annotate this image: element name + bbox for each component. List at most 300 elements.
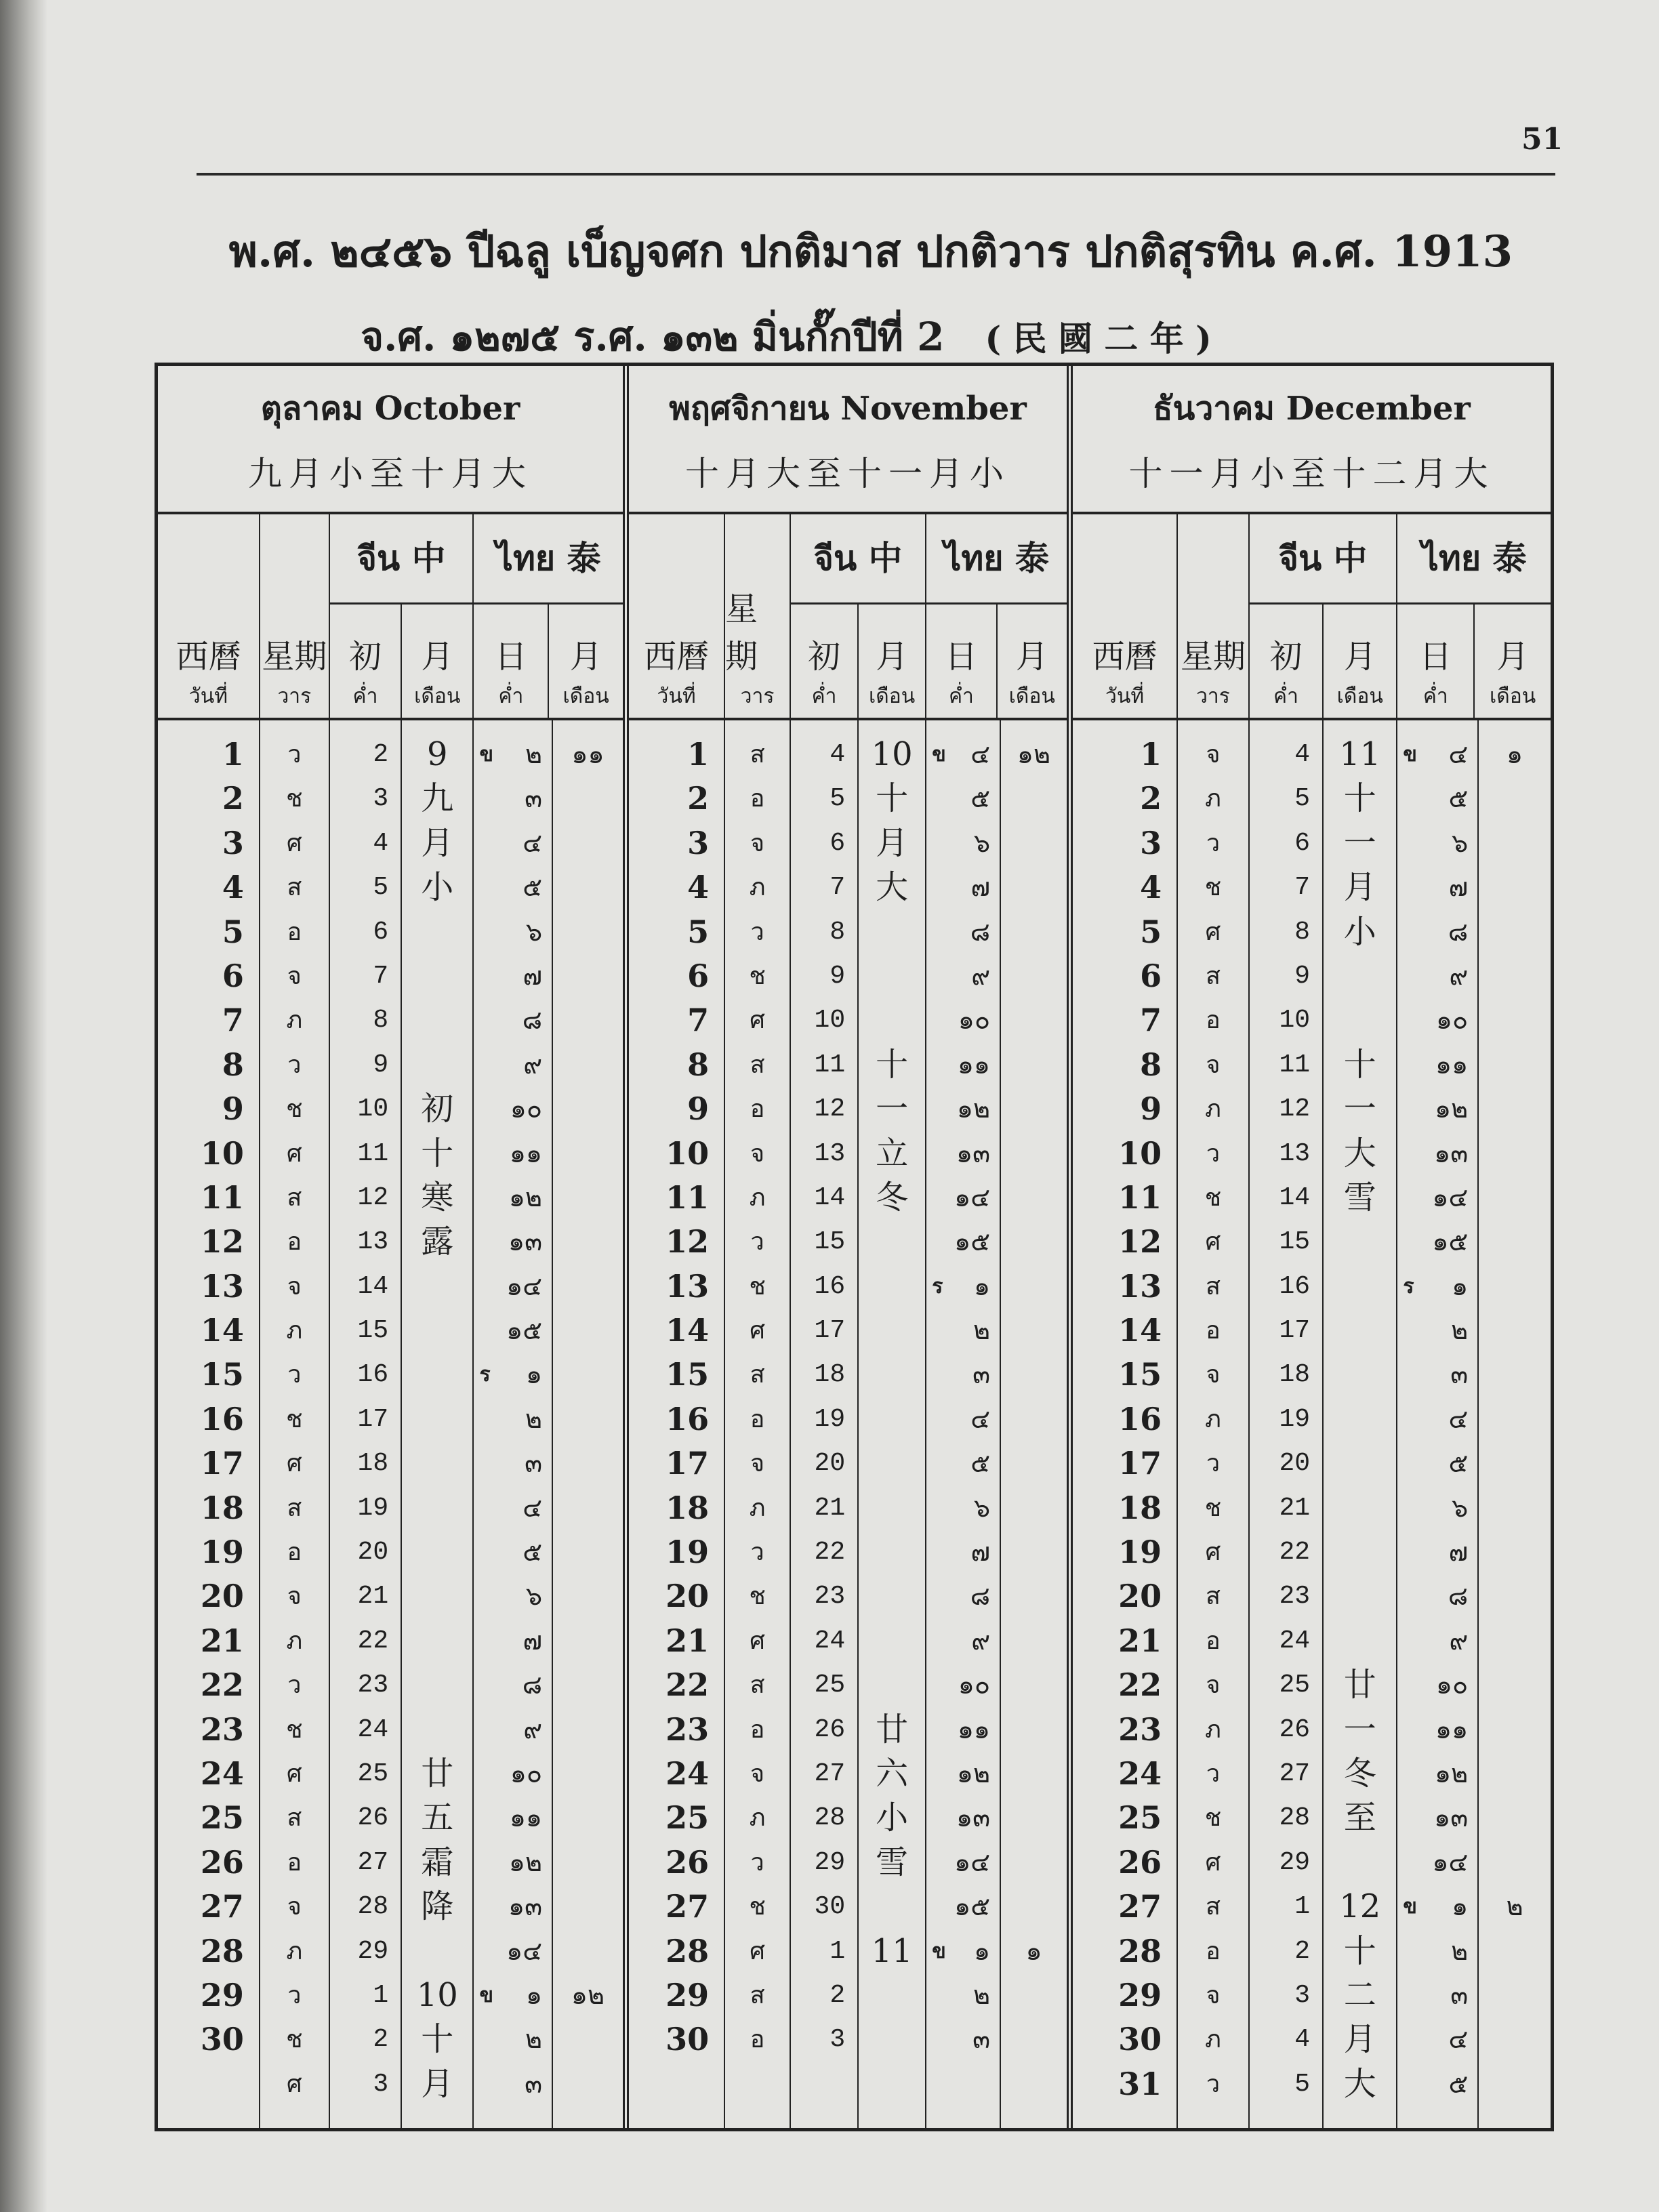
date-cell: 9	[222, 1090, 244, 1128]
column-header-weekday	[260, 514, 330, 718]
thai-month-cell	[1001, 1043, 1067, 1087]
subtitle-thai: จ.ศ. ๑๒๗๕ ร.ศ. ๑๓๒ มิ่นกั๊กปีที่ 2	[361, 314, 945, 360]
thai-day-value: ๖	[525, 916, 543, 947]
date-cell: 15	[1118, 1356, 1162, 1393]
weekday-cell: ว	[287, 1050, 302, 1079]
weekday-cell: อ	[750, 2026, 765, 2054]
chinese-day-cell: 9	[373, 1050, 389, 1080]
thai-day-cell	[1397, 1929, 1477, 1973]
chinese-day-cell: 20	[357, 1538, 389, 1568]
chinese-day-cell: 20	[814, 1449, 846, 1479]
chinese-month-range: 九月小至十月大	[248, 453, 533, 493]
date-cell: 20	[200, 1578, 244, 1615]
date-cell: 23	[1118, 1711, 1162, 1748]
thai-month-cell	[553, 1796, 623, 1840]
chinese-day-cell: 14	[357, 1271, 389, 1301]
chinese-month-cell: 十	[876, 779, 909, 818]
chinese-month-cell: 月	[421, 823, 454, 862]
column-header-th: วันที่	[188, 684, 228, 708]
thai-month-cell	[553, 1132, 623, 1176]
thai-day-cell	[1397, 1619, 1477, 1663]
thai-day-value: ๑๒	[956, 1094, 991, 1124]
thai-month-cell	[1479, 1220, 1551, 1264]
thai-day-cell	[474, 777, 552, 821]
thai-day-value: ๑๒	[1435, 1758, 1469, 1788]
thai-day-value: ๙	[523, 1049, 543, 1080]
weekday-cell: ศ	[750, 1937, 765, 1965]
weekday-cell: ช	[1204, 1494, 1222, 1522]
thai-day-cell	[926, 821, 1000, 865]
chinese-month-cell	[859, 1530, 925, 1574]
lunar-phase-marker: ร	[932, 1274, 943, 1298]
column-header-cn: 月	[421, 638, 454, 676]
thai-day-value: ๓	[1450, 1980, 1469, 2010]
chinese-day-cell: 19	[357, 1493, 389, 1523]
date-cell: 11	[665, 1179, 710, 1216]
date-cell: 5	[1140, 913, 1162, 950]
thai-month-cell	[1001, 1486, 1067, 1530]
chinese-month-cell: 月	[876, 823, 909, 862]
weekday-cell: ศ	[1205, 1538, 1221, 1567]
thai-day-value: ๓	[972, 2024, 991, 2055]
weekday-cell: จ	[1206, 1981, 1221, 2009]
thai-month-cell	[1479, 998, 1551, 1042]
date-cell: 18	[1118, 1489, 1162, 1526]
thai-day-value: ๑๓	[1434, 1138, 1469, 1168]
weekday-cell: อ	[1206, 1626, 1221, 1655]
thai-month-cell	[1001, 1309, 1067, 1353]
date-cell: 17	[665, 1445, 710, 1482]
thai-month-cell: ๑๒	[571, 1980, 605, 2010]
thai-day-value: ๗	[523, 960, 543, 991]
chinese-day-cell: 29	[814, 1847, 846, 1877]
page-subtitle	[156, 305, 1416, 368]
thai-day-cell	[1397, 1353, 1477, 1397]
date-cell: 14	[1118, 1312, 1162, 1349]
chinese-day-cell: 8	[373, 1006, 389, 1036]
chinese-day-cell: 29	[1279, 1847, 1311, 1877]
lunar-phase-marker: ร	[1403, 1274, 1414, 1298]
date-cell: 2	[687, 780, 710, 817]
thai-day-value: ๓	[525, 1448, 543, 1479]
chinese-day-cell: 15	[1279, 1227, 1311, 1257]
chinese-month-cell	[402, 1265, 472, 1309]
thai-day-value: ๓	[972, 1359, 991, 1390]
thai-day-cell	[1397, 1441, 1477, 1486]
thai-month-cell	[1001, 2018, 1067, 2062]
column-header-cn: 西曆	[644, 638, 710, 676]
chinese-day-cell: 22	[814, 1538, 846, 1568]
thai-day-cell	[474, 1708, 552, 1752]
thai-day-value: ๗	[523, 1625, 543, 1656]
date-column	[158, 720, 260, 2128]
chinese-month-cell	[859, 1973, 925, 2018]
weekday-cell: ศ	[1205, 1228, 1221, 1256]
weekday-cell: ศ	[750, 1006, 765, 1035]
thai-day-value: ๑๑	[1435, 1714, 1469, 1744]
weekday-cell: ว	[1206, 829, 1221, 857]
chinese-day-cell: 2	[373, 740, 389, 769]
month-header	[158, 366, 623, 514]
thai-month-cell	[1479, 910, 1551, 954]
weekday-cell: ว	[750, 918, 764, 946]
chinese-month-cell	[402, 1574, 472, 1618]
chinese-group	[1250, 514, 1398, 718]
date-cell: 16	[665, 1400, 710, 1437]
thai-month-cell	[1001, 910, 1067, 954]
thai-day-cell	[926, 1885, 1000, 1929]
weekday-cell: อ	[1206, 1006, 1221, 1035]
thai-day-cell	[926, 1708, 1000, 1752]
date-cell: 14	[665, 1312, 710, 1349]
chinese-month-cell: 冬	[1343, 1754, 1376, 1793]
column-headers	[629, 514, 1067, 720]
chinese-month-cell	[1324, 1309, 1396, 1353]
chinese-month-cell: 10	[416, 1975, 458, 2014]
thai-day-value: ๕	[1448, 783, 1469, 814]
thai-day-cell	[474, 1929, 552, 1973]
weekday-cell: ช	[1204, 874, 1222, 902]
thai-day-cell	[1397, 1043, 1477, 1087]
column-header-thai-day	[474, 605, 549, 718]
column-header-thai-month	[998, 605, 1067, 718]
thai-day-value: ๑	[973, 1936, 991, 1966]
thai-day-value: ๓	[1450, 1359, 1469, 1390]
weekday-cell: ศ	[286, 1139, 302, 1168]
thai-day-value: ๑๓	[956, 1803, 991, 1833]
chinese-subheaders	[1250, 605, 1397, 718]
chinese-day-cell: 18	[357, 1449, 389, 1479]
column-headers	[158, 514, 623, 720]
thai-month-cell	[1001, 1663, 1067, 1707]
column-header-cn: 月	[1496, 638, 1530, 676]
date-cell: 8	[687, 1046, 710, 1083]
column-header-cn: 月	[876, 638, 909, 676]
thai-day-cell	[926, 1265, 1000, 1309]
thai-day-cell	[926, 1087, 1000, 1131]
thai-day-value: ๑๒	[508, 1847, 543, 1877]
date-cell: 11	[200, 1179, 244, 1216]
thai-month-cell	[553, 2018, 623, 2062]
weekday-cell: ศ	[1205, 918, 1221, 946]
lunar-phase-marker: ร	[479, 1363, 491, 1387]
thai-day-value: ๘	[522, 1005, 543, 1036]
chinese-month-cell: 大	[1343, 1134, 1376, 1172]
month-body	[158, 720, 623, 2128]
chinese-month-cell	[859, 1885, 925, 1929]
lunar-phase-marker: ข	[1403, 743, 1417, 766]
weekday-cell: ส	[750, 1361, 765, 1389]
column-header-chinese-month	[402, 605, 472, 718]
thai-day-cell	[926, 1796, 1000, 1840]
thai-day-value: ๒	[525, 739, 543, 769]
date-cell: 26	[200, 1843, 244, 1881]
thai-month-cell	[1001, 1353, 1067, 1397]
chinese-day-cell: 11	[357, 1139, 389, 1168]
thai-day-value: ๑๐	[958, 1005, 991, 1036]
chinese-day-cell: 4	[373, 828, 389, 858]
date-cell: 17	[1118, 1445, 1162, 1482]
weekday-cell: ส	[287, 874, 302, 902]
thai-day-cell	[474, 1663, 552, 1707]
chinese-day-cell: 9	[830, 961, 846, 991]
chinese-month-cell	[402, 1309, 472, 1353]
column-header-cn: 西曆	[176, 638, 241, 676]
lunar-phase-marker: ข	[1403, 1895, 1417, 1919]
chinese-month-cell: 至	[1343, 1799, 1376, 1837]
thai-month-cell	[1479, 1397, 1551, 1441]
thai-day-value: ๑	[1452, 1891, 1469, 1922]
book-spine-shadow	[0, 0, 47, 2212]
chinese-day-cell: 21	[814, 1493, 846, 1523]
thai-day-value: ๑๔	[506, 1271, 543, 1301]
date-cell: 5	[222, 913, 244, 950]
chinese-day-cell: 28	[357, 1892, 389, 1922]
chinese-day-cell: 10	[1279, 1006, 1311, 1036]
lunar-phase-marker: ข	[932, 1939, 946, 1963]
chinese-day-cell: 2	[830, 1980, 846, 2010]
thai-month-cell	[553, 1043, 623, 1087]
column-header-th: เดือน	[414, 684, 461, 708]
weekday-cell: ช	[286, 785, 303, 813]
thai-month-cell	[553, 1929, 623, 1973]
column-header-th: วาร	[277, 684, 312, 708]
chinese-month-cell	[859, 954, 925, 998]
thai-month-cell	[1479, 1663, 1551, 1707]
thai-day-value: ๖	[1452, 827, 1469, 858]
thai-day-cell	[1397, 1176, 1477, 1220]
column-header-thai-month	[549, 605, 623, 718]
thai-month-column	[553, 720, 623, 2128]
thai-day-value: ๑๓	[1434, 1803, 1469, 1833]
thai-day-value: ๒	[525, 1404, 543, 1434]
weekday-cell: จ	[287, 962, 302, 990]
thai-day-cell	[474, 1796, 552, 1840]
chinese-day-cell: 18	[814, 1360, 846, 1390]
thai-day-value: ๗	[1448, 1537, 1469, 1568]
column-header-cn: 西曆	[1092, 638, 1158, 676]
thai-day-value: ๑	[973, 1271, 991, 1301]
thai-month-cell	[1001, 1752, 1067, 1796]
chinese-month-cell	[402, 998, 472, 1042]
thai-month-cell	[1479, 1087, 1551, 1131]
date-cell: 28	[1118, 1932, 1162, 1969]
date-cell: 13	[200, 1267, 244, 1305]
column-header-th: เดือน	[562, 684, 609, 708]
date-cell: 12	[200, 1223, 244, 1261]
thai-day-cell	[474, 1309, 552, 1353]
chinese-month-cell: 寒	[421, 1178, 454, 1216]
chinese-month-cell: 12	[1339, 1887, 1381, 1926]
chinese-month-cell	[1324, 1441, 1396, 1486]
chinese-month-cell	[859, 1486, 925, 1530]
date-cell: 6	[1140, 957, 1162, 994]
column-header-cn: 初	[348, 638, 382, 676]
thai-month-cell	[1479, 1708, 1551, 1752]
column-header-th: วันที่	[657, 684, 696, 708]
date-cell: 22	[1118, 1666, 1162, 1704]
weekday-cell: ส	[1205, 1272, 1221, 1300]
chinese-month-cell	[859, 1309, 925, 1353]
weekday-cell: ศ	[750, 1626, 765, 1655]
weekday-cell: อ	[287, 918, 302, 946]
thai-month-cell	[1479, 954, 1551, 998]
date-cell: 10	[1118, 1134, 1162, 1172]
chinese-day-cell: 1	[373, 1980, 389, 2010]
thai-day-cell	[474, 1043, 552, 1087]
chinese-month-cell	[1324, 1486, 1396, 1530]
weekday-cell: ว	[287, 1361, 302, 1389]
thai-month-cell	[1479, 1973, 1551, 2018]
column-header-chinese-month	[1324, 605, 1396, 718]
thai-day-value: ๑๔	[954, 1182, 991, 1212]
month-block	[623, 366, 1067, 2128]
chinese-month-cell	[402, 1619, 472, 1663]
chinese-day-column	[1250, 720, 1324, 2128]
weekday-cell: จ	[750, 1139, 765, 1168]
thai-day-cell	[926, 1043, 1000, 1087]
chinese-month-cell: 11	[1339, 735, 1381, 773]
chinese-month-cell: 五	[421, 1799, 454, 1837]
date-cell: 8	[1140, 1046, 1162, 1083]
thai-day-value: ๔	[1448, 1404, 1469, 1434]
weekday-cell: จ	[750, 829, 765, 857]
date-cell: 7	[687, 1002, 710, 1039]
thai-day-value: ๖	[525, 1581, 543, 1612]
chinese-day-cell: 3	[373, 784, 389, 814]
weekday-cell: ศ	[750, 1317, 765, 1345]
chinese-month-cell	[1324, 1574, 1396, 1618]
thai-day-cell	[474, 1132, 552, 1176]
chinese-month-cell	[402, 1043, 472, 1087]
date-cell: 23	[200, 1711, 244, 1748]
chinese-month-cell: 月	[1343, 868, 1376, 907]
thai-month-cell	[553, 865, 623, 909]
month-body	[1073, 720, 1551, 2128]
thai-day-cell	[474, 1752, 552, 1796]
chinese-day-cell: 26	[1279, 1715, 1311, 1744]
weekday-cell: ส	[1205, 962, 1221, 990]
chinese-month-cell	[1324, 1397, 1396, 1441]
thai-day-cell	[1397, 1486, 1477, 1530]
chinese-month-cell	[402, 1353, 472, 1397]
thai-day-value: ๙	[1449, 1625, 1469, 1656]
date-cell: 9	[687, 1090, 710, 1128]
chinese-month-cell	[859, 1574, 925, 1618]
chinese-month-cell	[402, 1929, 472, 1973]
thai-day-cell	[1397, 1663, 1477, 1707]
column-header-chinese-month	[859, 605, 925, 718]
chinese-day-cell: 4	[830, 740, 846, 769]
chinese-day-column	[791, 720, 859, 2128]
date-cell: 28	[200, 1932, 244, 1969]
thai-month-cell: ๑๑	[571, 739, 605, 769]
chinese-group	[330, 514, 474, 718]
thai-day-cell	[926, 733, 1000, 777]
thai-day-cell	[926, 1397, 1000, 1441]
date-cell: 12	[665, 1223, 710, 1261]
thai-day-value: ๑๔	[506, 1936, 543, 1966]
thai-day-cell	[474, 1486, 552, 1530]
date-cell: 18	[200, 1489, 244, 1526]
thai-day-value: ๑	[525, 1359, 543, 1390]
chinese-day-column	[330, 720, 402, 2128]
column-header-weekday	[725, 514, 791, 718]
thai-day-value: ๕	[970, 1448, 991, 1479]
thai-month-cell	[1479, 1132, 1551, 1176]
chinese-month-cell: 小	[421, 868, 454, 907]
thai-day-value: ๔	[1448, 2024, 1469, 2055]
column-header-th: ค่ำ	[948, 684, 974, 708]
weekday-cell: ภ	[749, 1494, 766, 1522]
chinese-month-cell: 降	[421, 1887, 454, 1926]
month-name: ธันวาคม December	[1153, 389, 1471, 428]
date-cell: 15	[200, 1356, 244, 1393]
weekday-cell: ภ	[749, 1804, 766, 1832]
weekday-cell: อ	[750, 1095, 765, 1124]
weekday-cell: ส	[750, 1671, 765, 1700]
weekday-cell: ภ	[749, 1183, 766, 1212]
thai-month-cell	[1001, 1220, 1067, 1264]
thai-day-value: ๑๓	[956, 1138, 991, 1168]
thai-month-cell	[1001, 1708, 1067, 1752]
chinese-subheaders	[330, 605, 473, 718]
date-cell	[158, 2062, 259, 2106]
chinese-month-cell: 十	[1343, 1931, 1376, 1970]
weekday-cell: ส	[1205, 1582, 1221, 1611]
thai-day-value: ๔	[523, 827, 543, 858]
chinese-day-cell: 14	[814, 1183, 846, 1212]
weekday-cell: จ	[1206, 741, 1221, 769]
chinese-month-range: 十一月小至十二月大	[1128, 453, 1495, 493]
thai-day-cell	[926, 1176, 1000, 1220]
column-header-chinese-day	[791, 605, 859, 718]
thai-day-cell	[474, 1176, 552, 1220]
thai-month-cell	[1479, 1441, 1551, 1486]
thai-day-cell	[474, 1441, 552, 1486]
thai-day-cell	[474, 1530, 552, 1574]
weekday-cell: ว	[1206, 1450, 1221, 1478]
date-cell: 6	[687, 957, 710, 994]
chinese-month-cell	[402, 1663, 472, 1707]
date-cell: 12	[1118, 1223, 1162, 1261]
weekday-cell: จ	[1206, 1050, 1221, 1079]
thai-day-cell	[1397, 1973, 1477, 2018]
thai-day-value: ๘	[1448, 916, 1469, 947]
thai-month-cell	[1479, 1619, 1551, 1663]
chinese-month-column	[402, 720, 474, 2128]
thai-day-cell	[474, 1885, 552, 1929]
thai-month-cell	[1001, 1885, 1067, 1929]
thai-day-value: ๗	[970, 872, 991, 903]
chinese-month-cell: 一	[1343, 823, 1376, 862]
date-cell: 25	[200, 1799, 244, 1837]
date-cell: 30	[200, 2021, 244, 2058]
thai-day-cell	[474, 1574, 552, 1618]
thai-month-cell	[1479, 1841, 1551, 1885]
column-header-western	[1073, 514, 1178, 718]
column-header-cn: 日	[1419, 638, 1452, 676]
chinese-month-cell: 雪	[876, 1843, 909, 1881]
thai-month-cell	[553, 1486, 623, 1530]
thai-day-value: ๑๒	[956, 1758, 991, 1788]
weekday-cell: ช	[286, 1715, 303, 1744]
chinese-month-cell: 冬	[876, 1178, 909, 1216]
thai-day-value: ๓	[525, 2068, 543, 2099]
date-cell: 3	[687, 824, 710, 861]
thai-day-cell	[1397, 1132, 1477, 1176]
chinese-month-cell	[402, 1486, 472, 1530]
